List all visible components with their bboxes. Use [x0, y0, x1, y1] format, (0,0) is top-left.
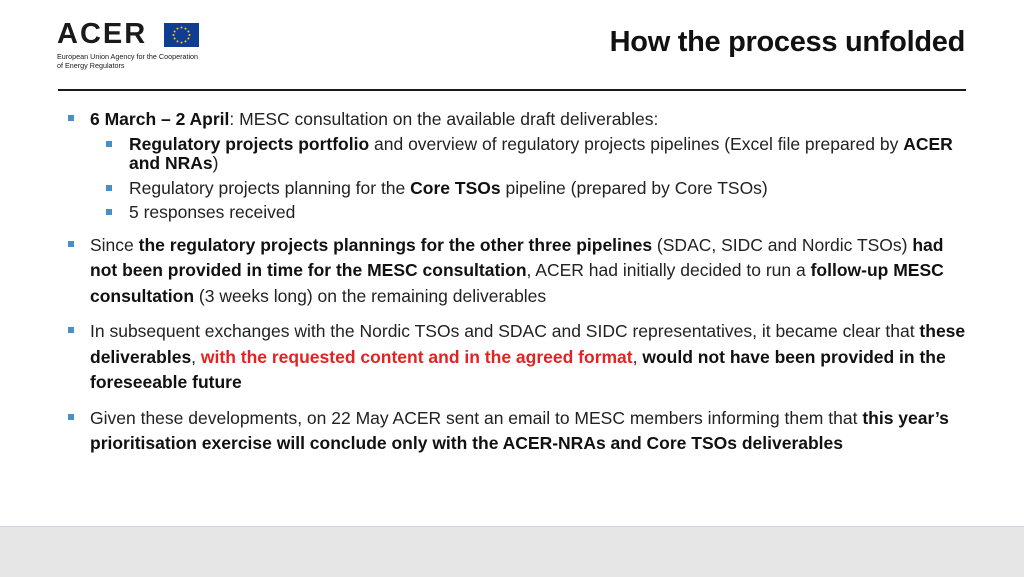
exchanges-bold2: would not have been provided in the foreseeable future: [90, 346, 946, 392]
logo-subtitle-line1: European Union Agency for the Cooperation: [57, 52, 199, 61]
sub-bullet-list: [90, 135, 968, 223]
square-bullet-icon: [106, 209, 112, 215]
logo-subtitle: [57, 52, 198, 70]
title-divider: [58, 89, 966, 91]
bullet-exchanges: [68, 319, 968, 396]
exchanges-bold1: these deliverables: [90, 321, 966, 367]
bullet-consultation: [68, 107, 968, 223]
core-planning-text2: pipeline (prepared by Core TSOs): [500, 177, 768, 198]
square-bullet-icon: [68, 115, 74, 121]
exchanges-t3: ,: [632, 346, 643, 367]
logo-subtitle-line2: of Energy Regulators: [57, 61, 125, 70]
follow-up-t3: , ACER had initially decided to run a: [526, 260, 811, 280]
exchanges-red: with the requested content and in the agreed format: [200, 346, 633, 367]
acer-logo: [57, 18, 207, 70]
responses-text: 5 responses received: [129, 202, 296, 222]
portfolio-bold: Regulatory projects portfolio: [129, 133, 370, 154]
portfolio-close: ): [212, 153, 219, 173]
portfolio-text: and overview of regulatory projects pipelines (Excel file prepared by: [369, 133, 904, 154]
follow-up-t2: (SDAC, SIDC and Nordic TSOs): [652, 234, 913, 255]
bullet-developments: [68, 406, 968, 457]
bullet-follow-up: [68, 233, 968, 310]
sub-bullet-portfolio: [90, 135, 968, 174]
logo-wordmark: ACER: [57, 18, 148, 50]
core-planning-text1: Regulatory projects planning for the: [129, 177, 411, 198]
follow-up-t1: Since: [90, 234, 139, 255]
slide-content: [68, 107, 968, 467]
sub-bullet-core-planning: [90, 179, 968, 199]
page-title: How the process unfolded: [609, 26, 965, 58]
developments-bold1: this year’s prioritisation exercise will conclude only with the ACER-NRAs and Core TSOs deliverables: [90, 407, 949, 453]
footer-band: [0, 526, 1024, 577]
square-bullet-icon: [68, 327, 74, 333]
core-tsos-bold: Core TSOs: [410, 177, 501, 198]
square-bullet-icon: [106, 141, 112, 147]
follow-up-bold1: the regulatory projects plannings for the other three pipelines: [138, 234, 653, 255]
square-bullet-icon: [106, 185, 112, 191]
follow-up-bold3: follow-up MESC consultation: [90, 260, 944, 306]
acer-nras-bold: ACER and NRAs: [129, 133, 953, 173]
exchanges-t2: ,: [191, 346, 201, 367]
square-bullet-icon: [68, 414, 74, 420]
consultation-text: : MESC consultation on the available draft deliverables:: [229, 109, 659, 129]
developments-t1: Given these developments, on 22 May ACER sent an email to MESC members informing them that: [90, 407, 863, 428]
exchanges-t1: In subsequent exchanges with the Nordic TSOs and SDAC and SIDC representatives, it became clear that: [90, 321, 920, 341]
follow-up-t4: (3 weeks long) on the remaining deliverables: [194, 285, 547, 306]
follow-up-bold2: had not been provided in time for the MESC consultation: [90, 234, 944, 280]
sub-bullet-responses: [90, 203, 968, 223]
eu-flag-icon: [164, 23, 199, 47]
consultation-dates: 6 March – 2 April: [90, 109, 230, 129]
square-bullet-icon: [68, 241, 74, 247]
